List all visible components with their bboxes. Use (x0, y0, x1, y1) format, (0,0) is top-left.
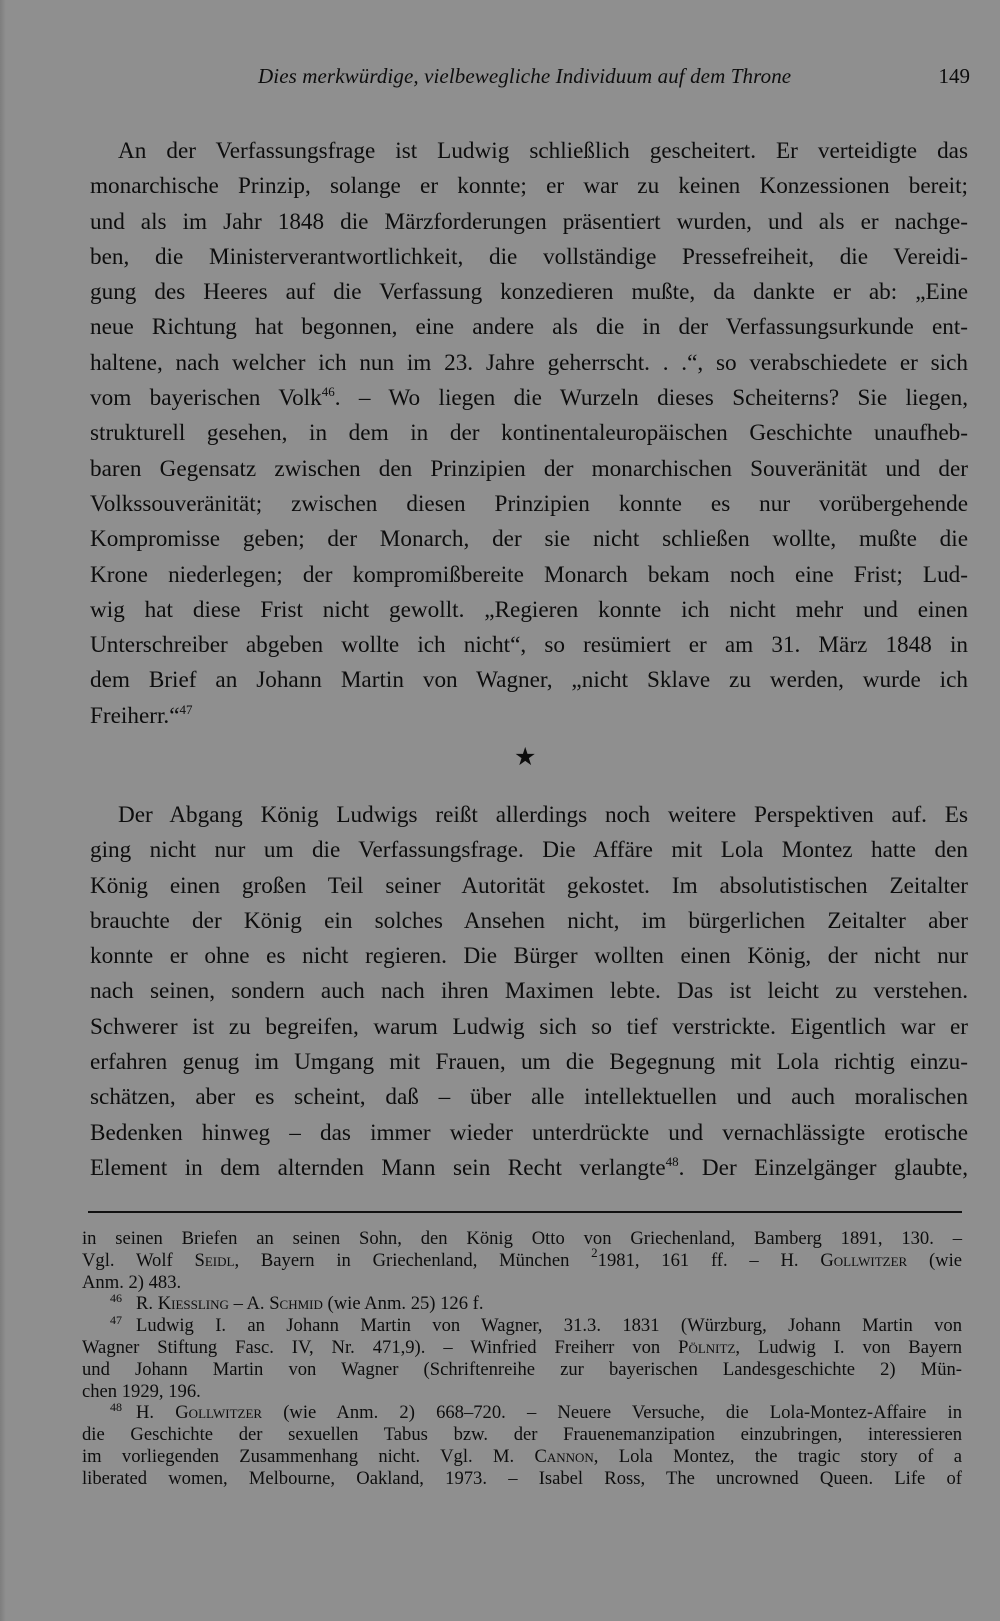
text-line: brauchte der König ein solches Ansehen nicht, im bürgerlichen Zeitalter aber (90, 907, 968, 934)
text-line: Der Abgang König Ludwigs reißt allerdings noch weitere Perspektiven auf. Es (118, 802, 968, 828)
footnote-line: die Geschichte der sexuellen Tabus bzw. der Frauenemanzipation einzubringen, interessieren (82, 1424, 962, 1446)
footnote-line: in seinen Briefen an seinen Sohn, den König Otto von Griechenland, Bamberg 1891, 130. – (82, 1228, 962, 1249)
text-line: haltene, nach welcher ich nun im 23. Jahre geherrscht. . .“, so verabschiedete er sich (90, 349, 968, 376)
text-line: König einen großen Teil seiner Autorität gekostet. Im absolutistischen Zeitalter (90, 872, 968, 899)
author-name: Gollwitzer (820, 1249, 908, 1271)
text-fragment: (wie Anm. 2) 668–720. – Neuere Versuche, die Lola-Montez-Affaire in (262, 1402, 962, 1424)
text-line: Schwerer ist zu begreifen, warum Ludwig sich so tief verstrickte. Eigentlich war er (90, 1013, 968, 1040)
page-number: 149 (938, 64, 970, 88)
text-fragment: R. (136, 1293, 158, 1315)
text-fragment: . – Wo liegen die Wurzeln dieses Scheiterns? Sie liegen, (334, 385, 968, 412)
author-name: Pölnitz (678, 1336, 736, 1358)
text-fragment: Vgl. Wolf (82, 1249, 195, 1271)
text-line: Unterschreiber abgeben wollte ich nicht“, so resümiert er am 31. März 1848 in (90, 632, 968, 659)
text-fragment: , Ludwig I. von Bayern (735, 1336, 962, 1358)
running-header (258, 64, 970, 104)
footnote-line (82, 1244, 963, 1272)
text-line (90, 1151, 968, 1186)
text-fragment: 1981, 161 ff. – H. (597, 1249, 821, 1271)
text-line: nach seinen, sondern auch nach ihren Maximen lebte. Das ist leicht zu verstehen. (90, 978, 968, 1005)
footnote-line: liberated women, Melbourne, Oakland, 1973. – Isabel Ross, The uncrowned Queen. Life of (82, 1467, 962, 1489)
text-fragment: , Bayern in Griechenland, München (234, 1249, 592, 1271)
footnote-line (82, 1337, 962, 1359)
paragraph-abgang-ludwigs (90, 798, 968, 1186)
text-line: ging nicht nur um die Verfassungsfrage. Die Affäre mit Lola Montez hatte den (90, 837, 968, 864)
footnote-line (82, 1446, 962, 1468)
text-line: erfahren genug im Umgang mit Frauen, um die Begegnung mit Lola richtig einzu- (90, 1049, 968, 1076)
footnote-line: und Johann Martin von Wagner (Schriftenreihe zur bayerischen Landesgeschichte 2) Mün- (82, 1358, 962, 1380)
text-fragment: (wie Anm. 25) 126 f. (322, 1293, 484, 1315)
paragraph-verfassungsfrage (90, 134, 968, 734)
text-fragment: Ludwig I. an Johann Martin von Wagner, 31.3. 1831 (Würzburg, Johann Martin von (136, 1315, 962, 1337)
footnote-separator (88, 1211, 962, 1213)
text-line: monarchische Prinzip, solange er konnte; er war zu keinen Konzessionen bereit; (90, 173, 968, 200)
page-edge-shadow (0, 0, 6, 1621)
text-line (90, 381, 968, 416)
section-divider-star: ★ (514, 744, 537, 771)
text-fragment: , Lola Montez, the tragic story of a (593, 1445, 962, 1467)
text-line: ben, die Ministerverantwortlichkeit, die vollständige Pressefreiheit, die Vereidi- (90, 243, 968, 270)
text-line: gung des Heeres auf die Verfassung konzedieren mußte, da dankte er ab: „Eine (90, 279, 968, 306)
text-line: Kompromisse geben; der Monarch, der sie nicht schließen wollte, mußte die (90, 526, 968, 553)
text-line: neue Richtung hat begonnen, eine andere als die in der Verfassungsurkunde ent- (90, 314, 968, 341)
text-fragment: – A. (228, 1293, 270, 1315)
footnotes (82, 1228, 962, 1490)
running-title: Dies merkwürdige, vielbewegliche Individuum auf dem Throne (258, 64, 792, 88)
text-line (90, 699, 968, 734)
text-fragment: vom bayerischen Volk (90, 385, 322, 412)
footnote-47: 47 Ludwig I. an Johann Martin von Wagner, 31.3. 1831 (Würzburg, Johann Martin von (110, 1313, 962, 1337)
text-fragment: Wagner Stiftung Fasc. IV, Nr. 471,9). – Winfried Freiherr von (82, 1336, 679, 1358)
text-fragment: im vorliegenden Zusammenhang nicht. Vgl. M. (82, 1445, 535, 1467)
text-line: Krone niederlegen; der kompromißbereite Monarch bekam noch eine Frist; Lud- (90, 561, 968, 588)
text-line: dem Brief an Johann Martin von Wagner, „nicht Sklave zu werden, wurde ich (90, 667, 968, 694)
text-line: wig hat diese Frist nicht gewollt. „Regieren konnte ich nicht mehr und einen (90, 596, 968, 623)
text-line: konnte er ohne es nicht regieren. Die Bürger wollten einen König, der nicht nur (90, 943, 968, 970)
footnote-ref-47[interactable]: 47 (179, 701, 193, 717)
footnote-46: 46 R. Kiessling – A. Schmid (wie Anm. 25) 126 f. (110, 1291, 484, 1315)
edition-number: 2 (591, 1244, 598, 1260)
text-line: schätzen, aber es scheint, daß – über alle intellektuellen und auch moralischen (90, 1084, 968, 1111)
text-fragment: . Der Einzelgänger glaubte, (678, 1154, 968, 1181)
text-line: Bedenken hinweg – das immer wieder unterdrückte und vernachlässigte erotische (90, 1119, 968, 1146)
footnote-ref-48[interactable]: 48 (665, 1153, 679, 1169)
footnote-48: 48 H. Gollwitzer (wie Anm. 2) 668–720. – Neuere Versuche, die Lola-Montez-Affaire in (110, 1400, 962, 1424)
author-name: Gollwitzer (175, 1402, 263, 1424)
footnote-ref-46[interactable]: 46 (321, 384, 335, 400)
author-name: Seidl (194, 1249, 235, 1271)
author-name: Kiessling (157, 1293, 229, 1315)
text-fragment: H. (136, 1402, 176, 1424)
text-line: An der Verfassungsfrage ist Ludwig schließlich gescheitert. Er verteidigte das (118, 138, 968, 164)
author-name: Schmid (269, 1293, 323, 1315)
text-line: Volkssouveränität; zwischen diesen Prinzipien konnte es nur vorübergehende (90, 490, 968, 517)
text-line: baren Gegensatz zwischen den Prinzipien der monarchischen Souveränität und der (90, 455, 968, 482)
text-line: und als im Jahr 1848 die Märzforderungen präsentiert wurden, und als er nachge- (90, 208, 968, 235)
text-line: strukturell gesehen, in dem in der kontinentaleuropäischen Geschichte unaufheb- (90, 420, 968, 447)
text-fragment: (wie (907, 1249, 963, 1271)
footnote-line: chen 1929, 196. (82, 1380, 201, 1402)
author-name: Cannon (534, 1445, 594, 1467)
text-fragment: Freiherr.“ (90, 702, 180, 729)
text-fragment: Element in dem alternden Mann sein Recht verlangte (90, 1154, 666, 1181)
footnote-line: Anm. 2) 483. (82, 1271, 182, 1293)
